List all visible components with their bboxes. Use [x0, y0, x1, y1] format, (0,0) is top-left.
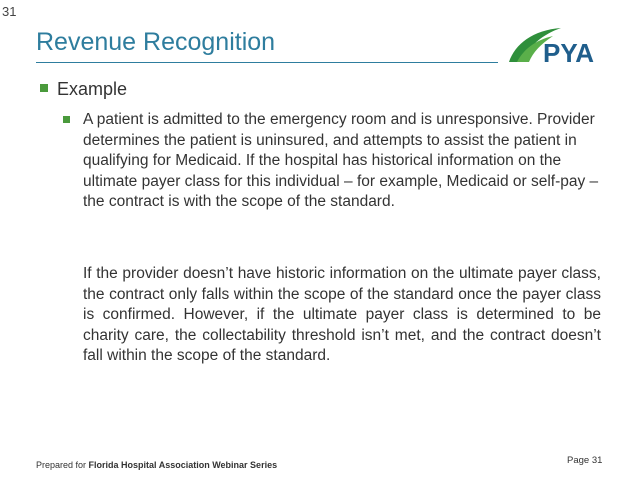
logo-text: PYA: [543, 38, 595, 68]
footer-prefix: Prepared for: [36, 460, 89, 470]
body-paragraph: If the provider doesn’t have historic information on the ultimate payer class, the contract only falls within the scope of the standard once the payer class is confirmed. However, if the ultimate payer class is determined to be charity care, the collectability threshold isn’t met, and the contract doesn’t fall within the scope of the standard.: [83, 265, 601, 364]
pya-logo: [503, 22, 611, 68]
footer-org: Florida Hospital Association Webinar Series: [88, 460, 278, 470]
bullet-level1: [40, 79, 127, 100]
footer-credit: [36, 460, 277, 470]
slide-number: 31: [2, 4, 17, 19]
pya-swoosh-logo-icon: [503, 22, 611, 68]
bullet-level2-text: A patient is admitted to the emergency room and is unresponsive. Provider determines the patient is uninsured, and attempts to assist the patient in qualifying for Medicaid. If the hospital has historical information on the ultimate payer class for this individual – for example, Medicaid or self-pay – the contract is with the scope of the standard.: [83, 111, 599, 210]
page-title: Revenue Recognition: [36, 28, 276, 56]
square-bullet-icon: [63, 116, 70, 123]
square-bullet-icon: [40, 84, 48, 92]
bullet-level2: [63, 110, 603, 213]
bullet-level1-text: Example: [57, 79, 128, 99]
title-underline: [36, 62, 498, 63]
page-number: Page 31: [567, 455, 603, 466]
